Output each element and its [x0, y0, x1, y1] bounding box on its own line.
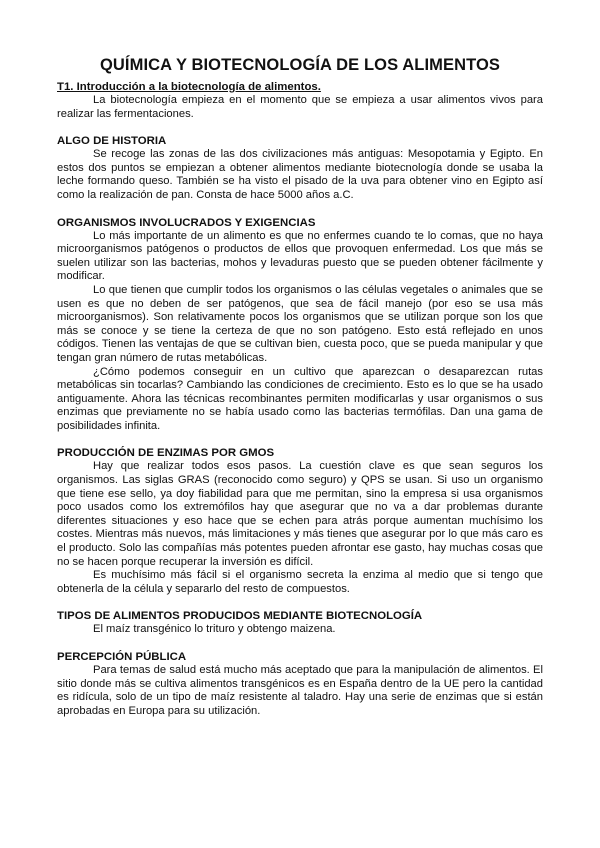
section-history: [57, 134, 543, 202]
section-heading: PERCEPCIÓN PÚBLICA: [57, 651, 187, 663]
paragraph: El maíz transgénico lo trituro y obtengo maizena.: [93, 623, 336, 636]
paragraph: Es muchísimo más fácil si el organismo secreta la enzima al medio que si tengo que obtenerla de la célula y separarlo del resto de compuestos.: [57, 569, 543, 595]
section-heading: ORGANISMOS INVOLUCRADOS Y EXIGENCIAS: [57, 216, 316, 229]
section-enzymes-gmos: [57, 446, 543, 596]
paragraph: Lo que tienen que cumplir todos los organismos o las células vegetales o animales que se usen es que no deben de ser patógenos, que sea de fácil manejo (por eso se usa más microorganismos). Son relativamente pocos los organismos que se utilizan porque son los que más se conoce y se tiene la certeza de que no son patógeno. Esto está reflejado en unos códigos. Tienen las ventajas de que se cultivan bien, cuesta poco, que se pueda manipular y que tengan gran número de rutas metabólicas.: [57, 283, 543, 364]
section-food-types: [57, 609, 543, 637]
intro-paragraph: La biotecnología empieza en el momento que se empieza a usar alimentos vivos para realizar las fermentaciones.: [57, 94, 543, 120]
topic-subtitle: T1. Introducción a la biotecnología de alimentos.: [57, 81, 321, 93]
section-organisms: [57, 216, 543, 434]
section-public-perception: [57, 650, 543, 718]
paragraph: Se recoge las zonas de las dos civilizaciones más antiguas: Mesopotamia y Egipto. En estos dos puntos se empiezan a obtener alimentos mediante biotecnología donde se usaba la leche formando queso. También se ha visto el pisado de la uva para obtener vino en Egipto así como la realización de pan. Consta de hace 5000 años a.C.: [57, 148, 543, 201]
section-heading: TIPOS DE ALIMENTOS PRODUCIDOS MEDIANTE BIOTECNOLOGÍA: [57, 610, 423, 623]
paragraph: Para temas de salud está mucho más aceptado que para la manipulación de alimentos. El sitio donde más se cultiva alimentos transgénicos es en España dentro de la UE pero la cantidad es ridícula, solo de un tipo de maíz resistente al taladro. Hay una serie de enzimas que si están aprobadas en Europa para su utilización.: [57, 664, 543, 717]
section-heading: PRODUCCIÓN DE ENZIMAS POR GMOS: [57, 447, 275, 460]
paragraph: Lo más importante de un alimento es que no enfermes cuando te lo comas, que no haya microorganismos patógenos o productos de ellos que provoquen enfermedad. Los que más se suelen utilizar son las bacterias, mohos y levaduras puesto que se pueden obtener fácilmente y modificar.: [57, 229, 543, 283]
section-heading: ALGO DE HISTORIA: [57, 135, 167, 148]
document-title: QUÍMICA Y BIOTECNOLOGÍA DE LOS ALIMENTOS: [99, 56, 501, 74]
paragraph: ¿Cómo podemos conseguir en un cultivo que aparezcan o desaparezcan rutas metabólicas sin tocarlas? Cambiando las condiciones de crecimiento. Esto es lo que se ha usado antiguamente. Ahora las técnicas recombinantes permiten modificarlas y usar organismos o sus enzimas que previamente no se había usado como las bacterias termófilas. Dan una gama de posibilidades infinita.: [57, 365, 543, 432]
paragraph: Hay que realizar todos esos pasos. La cuestión clave es que sean seguros los organismos. Las siglas GRAS (reconocido como seguro) y QPS se usan. Si uso un organismo que tiene ese sello, ya doy fiabilidad para que me permitan, sino la empresa si usa organismos poco usados como los extremófilos hay que asegurar que no va a dar problemas durante diferentes situaciones y eso hace que se echen para atrás porque aumentan muchísimo los costes. Mientras más nuevos, más limitaciones y más tienes que asegurar por lo que más caro es el producto. Solo las compañías más potentes pueden afrontar ese gasto, hay muchas cosas que no se hacen porque recuperar la inversión es difícil.: [57, 460, 543, 568]
